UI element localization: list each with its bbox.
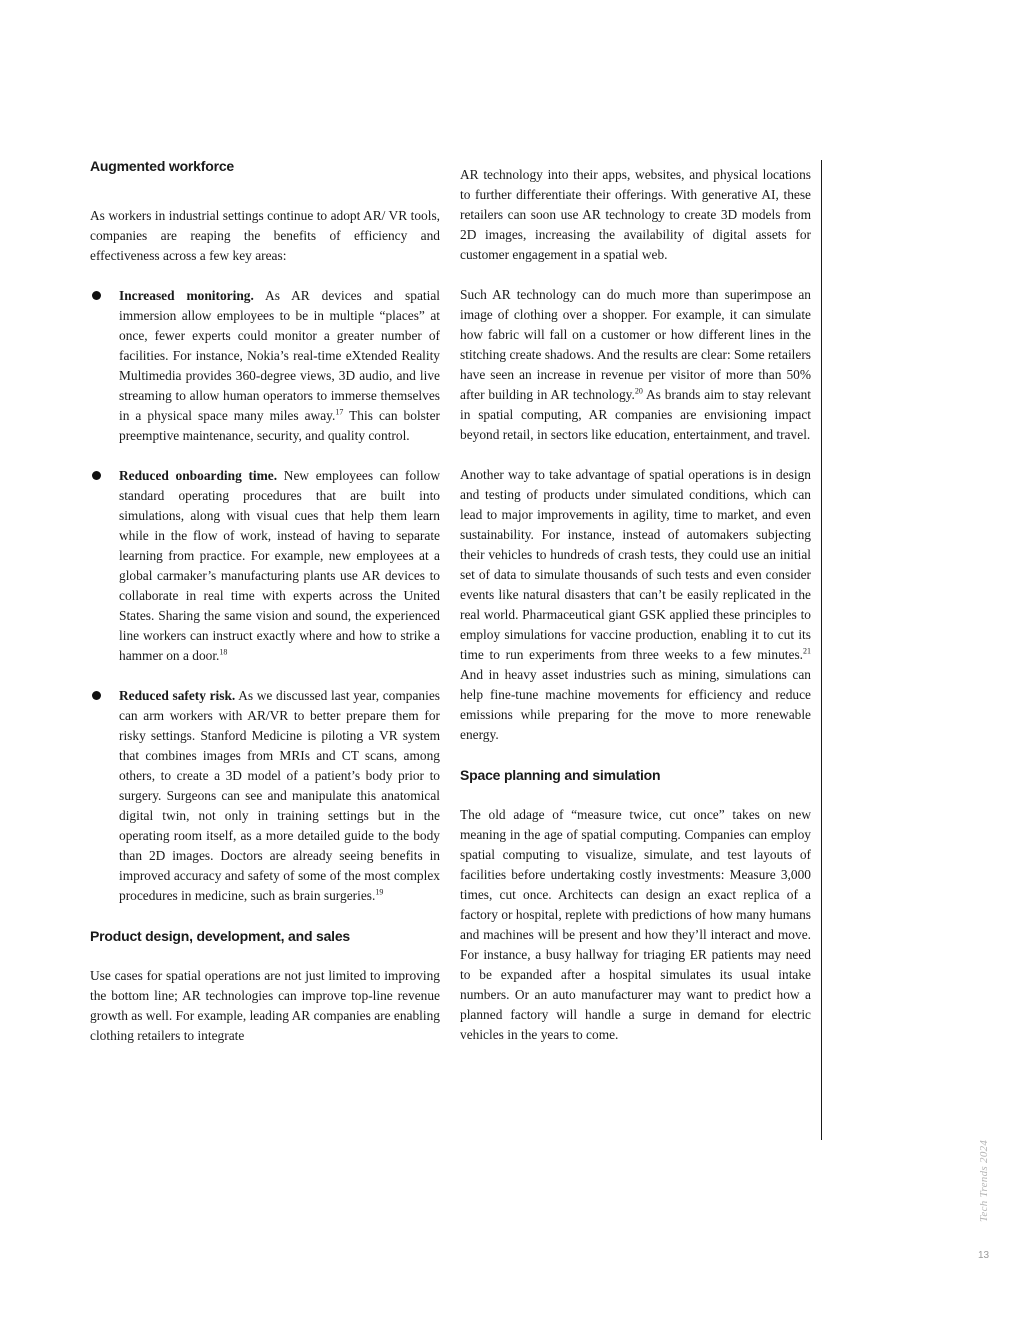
page-number: 13 (978, 1250, 990, 1261)
paragraph-text-tail: And in heavy asset industries such as mining, simulations can help fine-tune machine movements for efficiency and reduce emissions while preparing for the move to more renewable energy. (460, 667, 811, 742)
benefits-list (90, 286, 440, 906)
bullet-icon (92, 691, 101, 700)
running-title: Tech Trends 2024 (978, 1139, 990, 1222)
list-item (90, 686, 440, 906)
paragraph-text-tail: As brands aim to stay relevant in spatial computing, AR companies are envisioning impact beyond retail, in sectors like education, entertainment, and travel. (460, 387, 811, 442)
list-item (90, 466, 440, 666)
paragraph (460, 465, 811, 745)
bullet-icon (92, 291, 101, 300)
paragraph (460, 285, 811, 445)
footnote-ref[interactable]: 18 (219, 647, 228, 657)
left-column (90, 156, 440, 1066)
bullet-lead: Increased monitoring. (119, 288, 254, 303)
heading-augmented-workforce: Augmented workforce (90, 158, 234, 174)
bullet-icon (92, 471, 101, 480)
product-paragraph: Use cases for spatial operations are not just limited to improving the bottom line; AR technologies can improve top-line revenue growth as well. For example, leading AR companies are enabling clothing retailers to integrate (90, 968, 440, 1043)
intro-paragraph: As workers in industrial settings continue to adopt AR/ VR tools, companies are reaping the benefits of efficiency and effectiveness across a few key areas: (90, 208, 440, 263)
paragraph: The old adage of “measure twice, cut once” takes on new meaning in the age of spatial computing. Companies can employ spatial computing to visualize, simulate, and test layouts of facilities before undertaking costly investments: Measure 3,000 times, cut once. Architects can design an exact replica of a factory or hospital, replete with predictions of how many humans and machines will be present and how they’ll interact and move. For instance, a busy hallway for triaging ER patients may need to be expanded after a hospital simulates its usual intake numbers. Or an auto manufacturer may want to predict how a planned factory will handle a surge in demand for electric vehicles in the years to come. (460, 807, 811, 1042)
list-item (90, 286, 440, 446)
footnote-ref[interactable]: 19 (375, 887, 384, 897)
bullet-lead: Reduced onboarding time. (119, 468, 278, 483)
paragraph: AR technology into their apps, websites, and physical locations to further differentiate their offerings. With generative AI, these retailers can soon use AR technology to create 3D models from 2D images, increasing the availability of digital assets for customer engagement in a spatial web. (460, 167, 811, 262)
bullet-text-tail: This can bolster preemptive maintenance, security, and quality control. (119, 408, 440, 443)
right-column (460, 165, 811, 1065)
bullet-lead: Reduced safety risk. (119, 688, 236, 703)
bullet-text: As we discussed last year, companies can arm workers with AR/VR to better prepare them for risky settings. Stanford Medicine is piloting a VR system that combines images from MRIs and CT scans, among others, to create a 3D model of a patient’s body prior to surgery. Surgeons can see and manipulate this anatomical digital twin, not only in training settings but in the operating room itself, as a more detailed guide to the body than 2D images. Doctors are already seeing benefits in improved accuracy and safety of some of the most complex procedures in medicine, such as brain surgeries. (119, 688, 440, 903)
paragraph-text: Another way to take advantage of spatial operations is in design and testing of products under simulated conditions, which can lead to major improvements in agility, time to market, and even sustainability. For instance, instead of automakers subjecting their vehicles to hundreds of crash tests, they could use an initial set of data to simulate thousands of such tests and even consider events like natural disasters that can’t be easily replicated in the real world. Pharmaceutical giant GSK applied these principles to employ simulations for vaccine production, enabling it to cut its time to run experiments from three weeks to a few minutes. (460, 467, 811, 662)
bullet-text: New employees can follow standard operating procedures that are built into simulations, along with visual cues that help them learn while in the flow of work, instead of having to separate learning from practice. For example, new employees at a global carmaker’s manufacturing plants use AR devices to collaborate in real time with experts across the United States. Sharing the same vision and sound, the experienced line workers can instruct exactly where and how to strike a hammer on a door. (119, 468, 440, 663)
footnote-ref[interactable]: 17 (335, 407, 344, 417)
footnote-ref[interactable]: 20 (634, 386, 643, 396)
heading-space-planning: Space planning and simulation (460, 767, 661, 783)
paragraph-text: Such AR technology can do much more than superimpose an image of clothing over a shopper. For example, it can simulate how fabric will fall on a customer or how different lines in the stitching create shadows. And the results are clear: Some retailers have seen an increase in revenue per visitor of more than 50% after building in AR technology. (460, 287, 812, 402)
bullet-text: As AR devices and spatial immersion allow employees to be in multiple “places” at once, fewer experts could monitor a greater number of facilities. For instance, Nokia’s real-time eXtended Reality Multimedia provides 360-degree views, 3D audio, and live streaming to allow human operators to immerse themselves in a physical space many miles away. (119, 288, 441, 423)
heading-product-design: Product design, development, and sales (90, 928, 351, 944)
column-divider (821, 160, 822, 1140)
footnote-ref[interactable]: 21 (803, 646, 811, 656)
